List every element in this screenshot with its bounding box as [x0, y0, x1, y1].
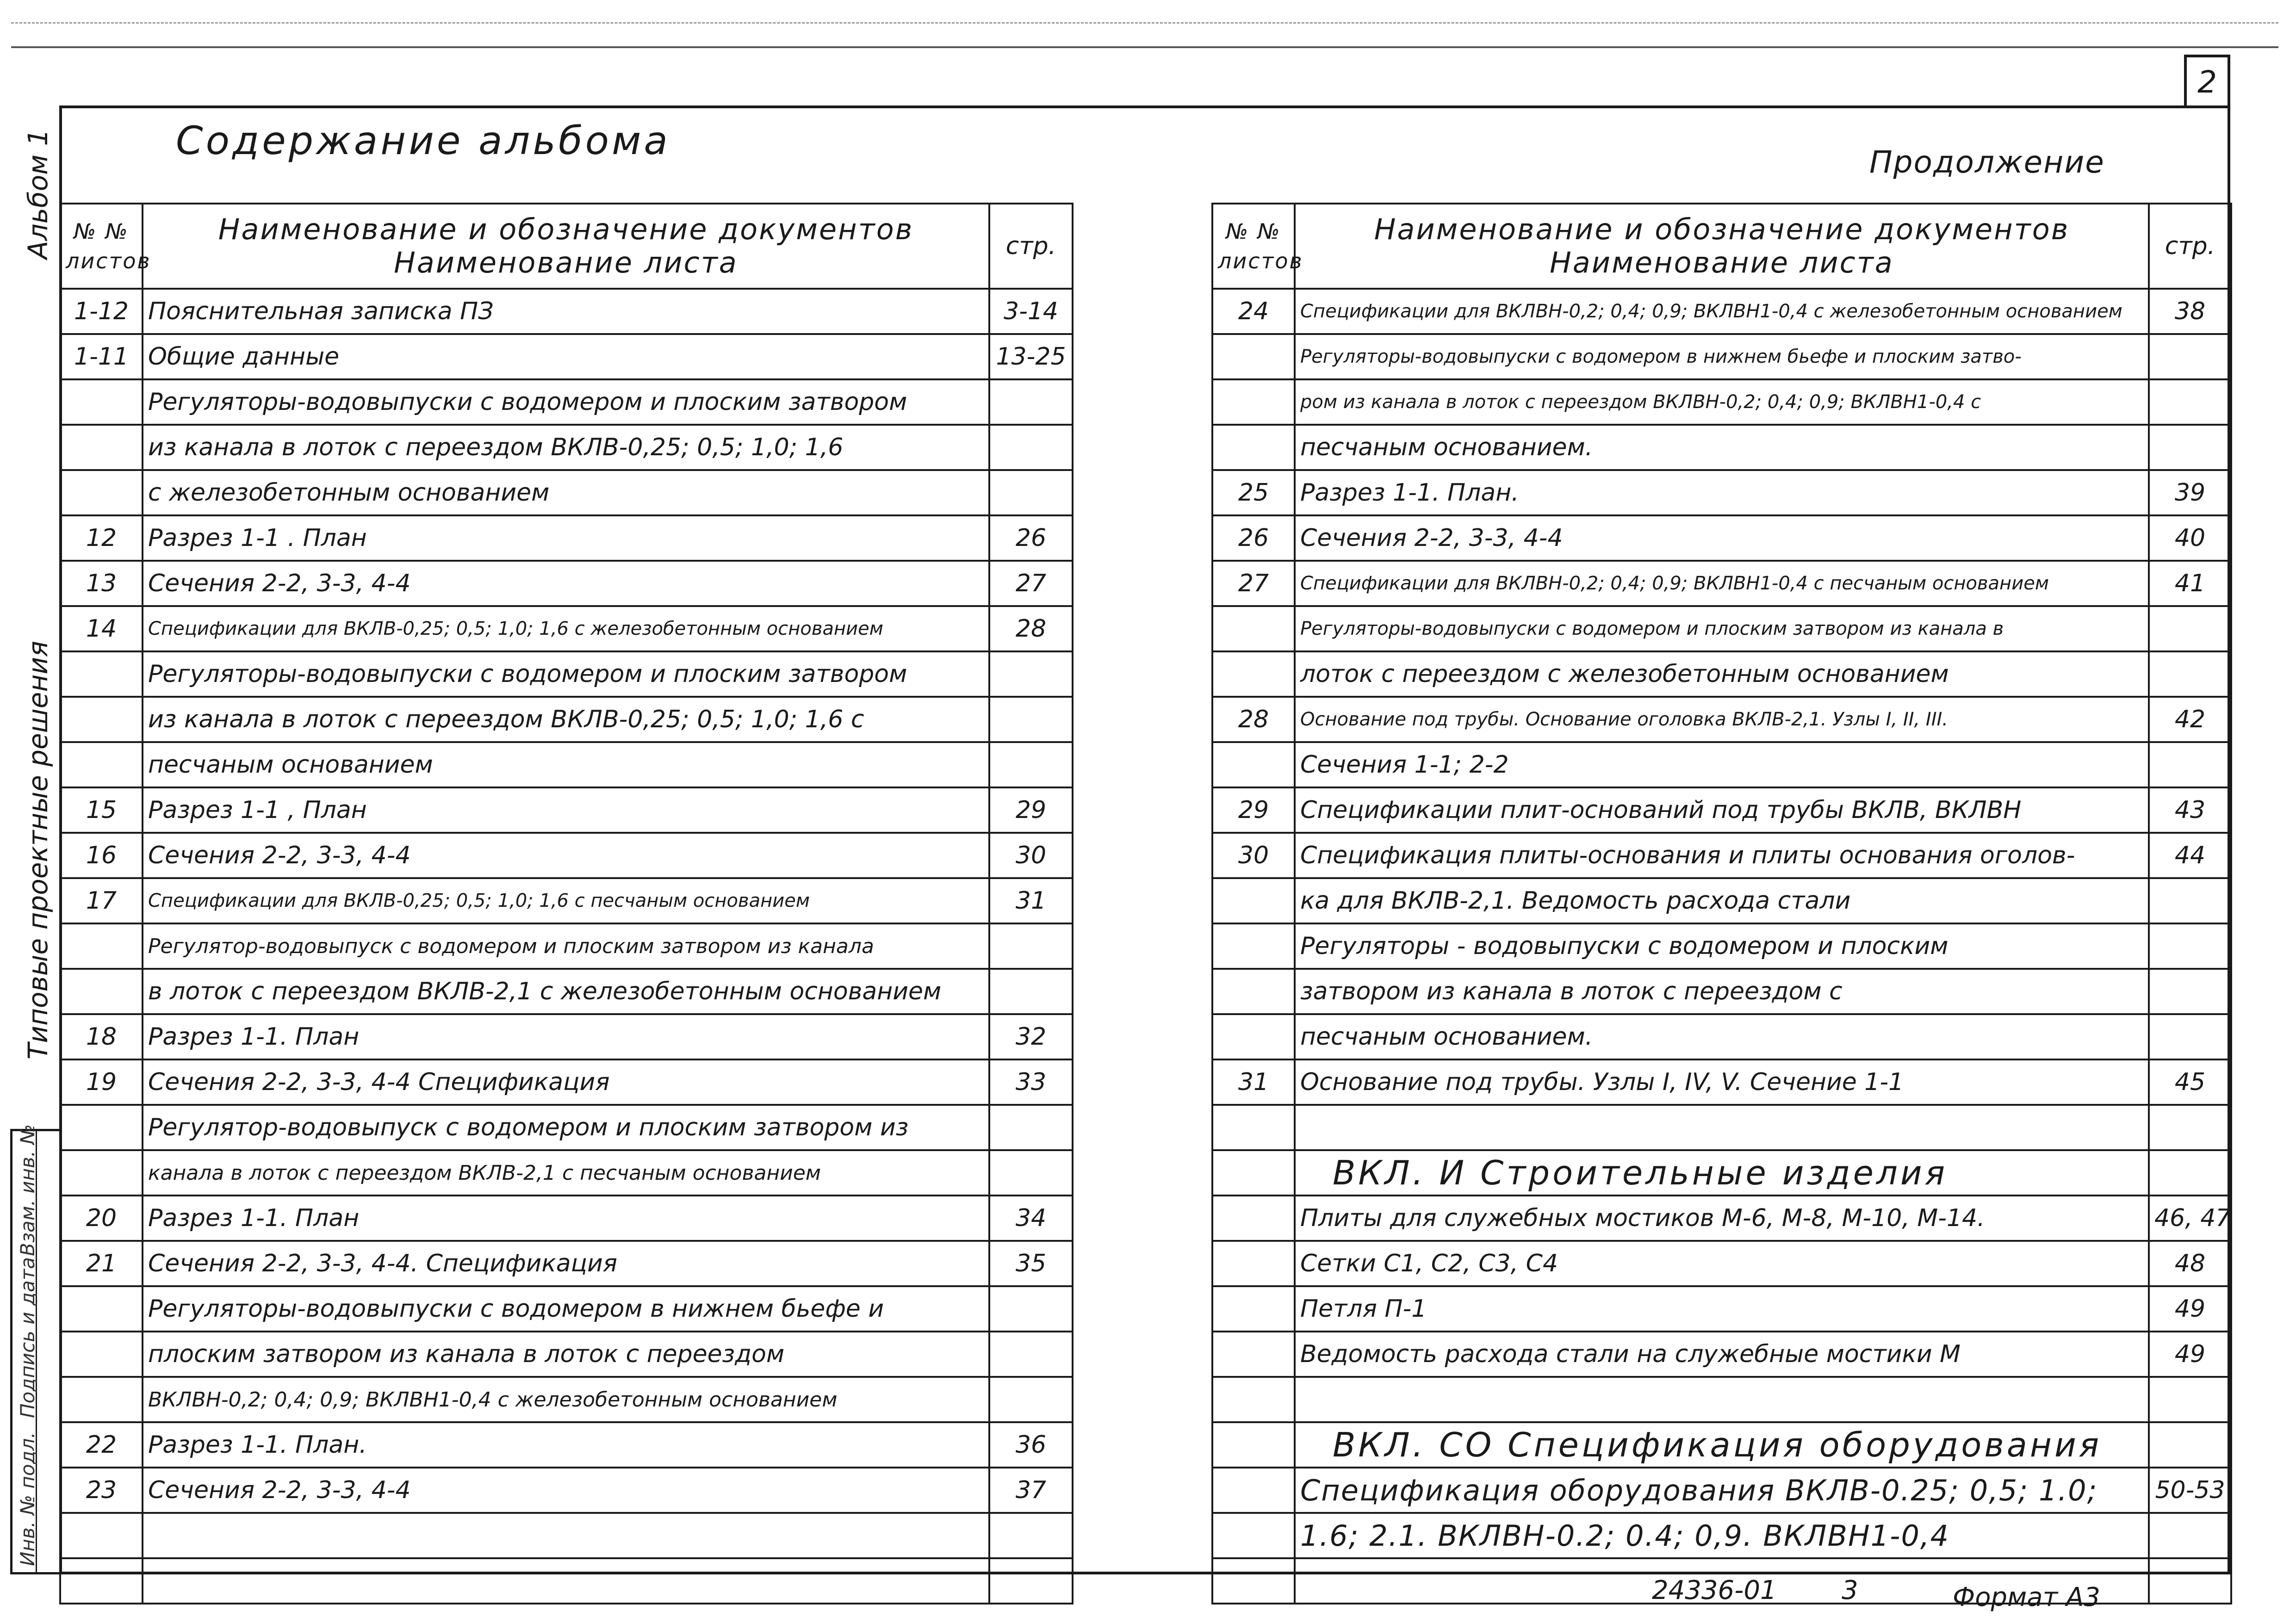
row-page: [2149, 1422, 2231, 1468]
toc-header-row: [1212, 204, 2231, 289]
table-row: [1212, 606, 2231, 651]
row-page: 50-53: [2149, 1468, 2231, 1513]
row-number: [1212, 1196, 1295, 1241]
row-name: Регуляторы-водовыпуски с водомером в нижнем бьефе и плоским затво-: [1295, 334, 2149, 379]
table-row: [60, 1286, 1073, 1332]
row-number: 22: [60, 1422, 143, 1468]
row-page: 43: [2149, 787, 2231, 833]
row-page: 34: [989, 1196, 1073, 1241]
row-number: 24: [1212, 289, 1295, 334]
row-page: [989, 1558, 1073, 1604]
row-name: ка для ВКЛВ-2,1. Ведомость расхода стали: [1295, 878, 2149, 923]
row-name: лоток с переездом с железобетонным основанием: [1295, 651, 2149, 697]
row-page: 13-25: [989, 334, 1073, 379]
row-name: в лоток с переездом ВКЛВ-2,1 с железобетонным основанием: [143, 969, 989, 1014]
row-number: 16: [60, 833, 143, 878]
row-name: Сетки С1, С2, С3, С4: [1295, 1241, 2149, 1286]
table-row: [1212, 923, 2231, 969]
row-number: [1212, 1422, 1295, 1468]
row-page: 26: [989, 515, 1073, 561]
row-name: Спецификация плиты-основания и плиты основания оголов-: [1295, 833, 2149, 878]
row-page: 28: [989, 606, 1073, 651]
row-page: [989, 742, 1073, 787]
header-page: стр.: [989, 204, 1073, 289]
row-number: [1212, 1286, 1295, 1332]
row-number: [1212, 1241, 1295, 1286]
table-row: [60, 923, 1073, 969]
stamp-label-2: Подпись и дата: [16, 1257, 39, 1418]
row-page: [989, 969, 1073, 1014]
row-name: ВКЛ. И Строительные изделия: [1295, 1150, 2149, 1196]
row-page: [2149, 1558, 2231, 1604]
top-border-line: [11, 46, 2278, 48]
row-page: [989, 470, 1073, 515]
row-page: 36: [989, 1422, 1073, 1468]
row-name: [1295, 1105, 2149, 1150]
row-number: [60, 742, 143, 787]
row-page: 41: [2149, 561, 2231, 606]
row-number: [60, 1332, 143, 1377]
stamp-label-3: Взам. инв. №: [16, 1124, 39, 1256]
row-page: 38: [2149, 289, 2231, 334]
header-num: № № листов: [1212, 204, 1295, 289]
table-row: [60, 1241, 1073, 1286]
table-row: [1212, 470, 2231, 515]
table-row: [60, 561, 1073, 606]
row-page: 48: [2149, 1241, 2231, 1286]
row-number: [60, 379, 143, 425]
table-row: [1212, 697, 2231, 742]
row-page: [2149, 334, 2231, 379]
table-row: [60, 878, 1073, 923]
row-page: 49: [2149, 1332, 2231, 1377]
row-number: 15: [60, 787, 143, 833]
row-page: [2149, 878, 2231, 923]
row-number: 18: [60, 1014, 143, 1059]
sidebar-stamp-box: [10, 1124, 59, 1574]
row-page: [2149, 1105, 2231, 1150]
table-row: [60, 606, 1073, 651]
row-name: Регуляторы-водовыпуски с водомером и плоским затвором: [143, 651, 989, 697]
row-name: Разрез 1-1. План: [143, 1196, 989, 1241]
row-name: Спецификации для ВКЛВ-0,25; 0,5; 1,0; 1,6 с железобетонным основанием: [143, 606, 989, 651]
row-number: [60, 1150, 143, 1196]
table-row: [1212, 1377, 2231, 1422]
row-page: 32: [989, 1014, 1073, 1059]
row-name: [143, 1513, 989, 1558]
table-row: [60, 742, 1073, 787]
row-page: [2149, 1150, 2231, 1196]
row-name: Плиты для служебных мостиков М-6, М-8, М-10, М-14.: [1295, 1196, 2149, 1241]
row-number: 27: [1212, 561, 1295, 606]
row-number: 19: [60, 1059, 143, 1105]
table-row: [60, 969, 1073, 1014]
row-number: 23: [60, 1468, 143, 1513]
row-number: [1212, 425, 1295, 470]
row-number: [60, 1513, 143, 1558]
row-page: [2149, 425, 2231, 470]
row-name: ВКЛВН-0,2; 0,4; 0,9; ВКЛВН1-0,4 с железобетонным основанием: [143, 1377, 989, 1422]
row-number: 29: [1212, 787, 1295, 833]
table-row: [60, 289, 1073, 334]
row-number: [60, 651, 143, 697]
row-name: песчаным основанием.: [1295, 425, 2149, 470]
row-page: [989, 923, 1073, 969]
row-name: затвором из канала в лоток с переездом с: [1295, 969, 2149, 1014]
table-row: [60, 379, 1073, 425]
row-name: Сечения 2-2, 3-3, 4-4: [143, 561, 989, 606]
row-number: [60, 1105, 143, 1150]
table-row: [60, 833, 1073, 878]
table-row: [1212, 289, 2231, 334]
row-page: 49: [2149, 1286, 2231, 1332]
row-number: [1212, 1513, 1295, 1558]
row-page: [2149, 1513, 2231, 1558]
table-row: [1212, 742, 2231, 787]
row-number: [60, 1558, 143, 1604]
toc-table-right: [1211, 203, 2232, 1604]
row-number: [1212, 878, 1295, 923]
row-page: 45: [2149, 1059, 2231, 1105]
table-row: [60, 1513, 1073, 1558]
row-number: [60, 697, 143, 742]
row-number: 13: [60, 561, 143, 606]
row-number: 28: [1212, 697, 1295, 742]
row-page: [2149, 606, 2231, 651]
row-number: [1212, 1468, 1295, 1513]
row-page: 3-14: [989, 289, 1073, 334]
row-name: Сечения 2-2, 3-3, 4-4. Спецификация: [143, 1241, 989, 1286]
row-name: Спецификации плит-оснований под трубы ВКЛВ, ВКЛВН: [1295, 787, 2149, 833]
table-row: [1212, 1513, 2231, 1558]
row-number: 30: [1212, 833, 1295, 878]
row-page: [989, 1105, 1073, 1150]
row-number: [60, 470, 143, 515]
table-row: [1212, 379, 2231, 425]
table-row: [1212, 1468, 2231, 1513]
row-page: [989, 379, 1073, 425]
row-name: Спецификации для ВКЛВН-0,2; 0,4; 0,9; ВКЛВН1-0,4 с песчаным основанием: [1295, 561, 2149, 606]
toc-table-left: [59, 203, 1074, 1604]
table-row: [1212, 787, 2231, 833]
row-number: [1212, 334, 1295, 379]
row-number: [1212, 606, 1295, 651]
row-number: 1-11: [60, 334, 143, 379]
row-number: 1-12: [60, 289, 143, 334]
table-row: [60, 1332, 1073, 1377]
table-row: [60, 787, 1073, 833]
row-page: [2149, 1014, 2231, 1059]
table-row: [1212, 425, 2231, 470]
row-name: Разрез 1-1 , План: [143, 787, 989, 833]
row-number: [1212, 1377, 1295, 1422]
table-row: [60, 334, 1073, 379]
row-number: [1212, 379, 1295, 425]
footer-sheet-number: 3: [1842, 1575, 1858, 1605]
row-page: [2149, 742, 2231, 787]
table-row: [1212, 561, 2231, 606]
table-row: [60, 425, 1073, 470]
table-row: [1212, 1105, 2231, 1150]
header-num: № № листов: [60, 204, 143, 289]
row-name: песчаным основанием.: [1295, 1014, 2149, 1059]
row-number: 20: [60, 1196, 143, 1241]
table-row: [1212, 969, 2231, 1014]
row-name: Сечения 1-1; 2-2: [1295, 742, 2149, 787]
row-number: [1212, 1105, 1295, 1150]
sidebar-series-label: Типовые проектные решения: [22, 641, 54, 1059]
table-row: [60, 1014, 1073, 1059]
row-number: 25: [1212, 470, 1295, 515]
table-row: [1212, 1150, 2231, 1196]
row-name: из канала в лоток с переездом ВКЛВ-0,25; 0,5; 1,0; 1,6: [143, 425, 989, 470]
continuation-label: Продолжение: [1869, 144, 2105, 180]
row-name: Спецификации для ВКЛВ-0,25; 0,5; 1,0; 1,6 с песчаным основанием: [143, 878, 989, 923]
row-name: Спецификация оборудования ВКЛВ-0.25; 0,5; 1.0;: [1295, 1468, 2149, 1513]
row-name: Спецификации для ВКЛВН-0,2; 0,4; 0,9; ВКЛВН1-0,4 с железобетонным основанием: [1295, 289, 2149, 334]
table-row: [60, 651, 1073, 697]
row-page: [989, 1286, 1073, 1332]
stamp-label-1: Инв. № подл.: [16, 1432, 39, 1566]
row-page: [989, 651, 1073, 697]
row-number: [1212, 1014, 1295, 1059]
row-name: Разрез 1-1 . План: [143, 515, 989, 561]
row-name: Сечения 2-2, 3-3, 4-4: [143, 1468, 989, 1513]
row-name: Регулятор-водовыпуск с водомером и плоским затвором из: [143, 1105, 989, 1150]
row-number: 12: [60, 515, 143, 561]
table-row: [60, 1377, 1073, 1422]
row-number: 14: [60, 606, 143, 651]
row-page: 37: [989, 1468, 1073, 1513]
row-number: [1212, 1332, 1295, 1377]
row-page: 35: [989, 1241, 1073, 1286]
table-row: [1212, 878, 2231, 923]
table-row: [1212, 1196, 2231, 1241]
row-name: плоским затвором из канала в лоток с переездом: [143, 1332, 989, 1377]
row-name: Разрез 1-1. План: [143, 1014, 989, 1059]
row-number: [1212, 923, 1295, 969]
row-name: из канала в лоток с переездом ВКЛВ-0,25; 0,5; 1,0; 1,6 с: [143, 697, 989, 742]
row-number: [1212, 1150, 1295, 1196]
table-row: [1212, 1286, 2231, 1332]
row-number: 17: [60, 878, 143, 923]
row-page: 46, 47: [2149, 1196, 2231, 1241]
table-row: [1212, 1422, 2231, 1468]
top-faint-line: [11, 22, 2278, 24]
row-page: 31: [989, 878, 1073, 923]
row-name: песчаным основанием: [143, 742, 989, 787]
table-row: [1212, 1241, 2231, 1286]
row-name: Регуляторы-водовыпуски с водомером и плоским затвором из канала в: [1295, 606, 2149, 651]
row-name: канала в лоток с переездом ВКЛВ-2,1 с песчаным основанием: [143, 1150, 989, 1196]
row-page: [989, 1513, 1073, 1558]
table-row: [1212, 1059, 2231, 1105]
footer-format: Формат А3: [1953, 1582, 2100, 1612]
row-name: [143, 1558, 989, 1604]
row-name: Сечения 2-2, 3-3, 4-4 Спецификация: [143, 1059, 989, 1105]
table-row: [1212, 1014, 2231, 1059]
row-name: Основание под трубы. Основание оголовка ВКЛВ-2,1. Узлы I, II, III.: [1295, 697, 2149, 742]
table-row: [60, 697, 1073, 742]
table-row: [1212, 833, 2231, 878]
row-name: Ведомость расхода стали на служебные мостики М: [1295, 1332, 2149, 1377]
row-name: Регуляторы - водовыпуски с водомером и плоским: [1295, 923, 2149, 969]
row-name: Петля П-1: [1295, 1286, 2149, 1332]
row-page: [2149, 1377, 2231, 1422]
header-page: стр.: [2149, 204, 2231, 289]
table-row: [1212, 334, 2231, 379]
row-name: Сечения 2-2, 3-3, 4-4: [143, 833, 989, 878]
table-row: [60, 1196, 1073, 1241]
row-page: 29: [989, 787, 1073, 833]
table-row: [60, 1150, 1073, 1196]
row-number: [1212, 969, 1295, 1014]
row-name: Сечения 2-2, 3-3, 4-4: [1295, 515, 2149, 561]
row-number: 26: [1212, 515, 1295, 561]
row-name: Регулятор-водовыпуск с водомером и плоским затвором из канала: [143, 923, 989, 969]
row-page: 30: [989, 833, 1073, 878]
row-page: [989, 697, 1073, 742]
table-row: [60, 1422, 1073, 1468]
header-name: Наименование и обозначение документов Наименование листа: [143, 204, 989, 289]
row-number: 21: [60, 1241, 143, 1286]
table-row: [60, 1468, 1073, 1513]
row-number: [1212, 1558, 1295, 1604]
row-page: [2149, 379, 2231, 425]
table-row: [60, 470, 1073, 515]
row-name: Разрез 1-1. План.: [143, 1422, 989, 1468]
row-number: [60, 1286, 143, 1332]
table-row: [1212, 1332, 2231, 1377]
table-row: [60, 1558, 1073, 1604]
row-name: ВКЛ. СО Спецификация оборудования: [1295, 1422, 2149, 1468]
row-page: 42: [2149, 697, 2231, 742]
row-number: [60, 425, 143, 470]
row-number: [1212, 742, 1295, 787]
row-page: [989, 1332, 1073, 1377]
row-name: Пояснительная записка ПЗ: [143, 289, 989, 334]
table-row: [60, 1059, 1073, 1105]
row-name: 1.6; 2.1. ВКЛВН-0.2; 0.4; 0,9. ВКЛВН1-0,4: [1295, 1513, 2149, 1558]
table-row: [60, 515, 1073, 561]
page-number: 2: [2184, 55, 2230, 106]
row-name: ром из канала в лоток с переездом ВКЛВН-0,2; 0,4; 0,9; ВКЛВН1-0,4 с: [1295, 379, 2149, 425]
row-name: Разрез 1-1. План.: [1295, 470, 2149, 515]
row-page: 27: [989, 561, 1073, 606]
table-row: [1212, 515, 2231, 561]
row-page: [989, 1150, 1073, 1196]
table-row: [1212, 651, 2231, 697]
sidebar-album-label: Альбом 1: [22, 129, 54, 259]
row-page: [989, 425, 1073, 470]
row-name: Основание под трубы. Узлы I, IV, V. Сечение 1-1: [1295, 1059, 2149, 1105]
toc-header-row: [60, 204, 1073, 289]
footer-doc-code: 24336-01: [1652, 1575, 1777, 1605]
row-number: 31: [1212, 1059, 1295, 1105]
row-page: 44: [2149, 833, 2231, 878]
row-name: Регуляторы-водовыпуски с водомером и плоским затвором: [143, 379, 989, 425]
album-title: Содержание альбома: [176, 118, 670, 163]
row-number: [1212, 651, 1295, 697]
row-number: [60, 969, 143, 1014]
header-name: Наименование и обозначение документов Наименование листа: [1295, 204, 2149, 289]
row-page: 40: [2149, 515, 2231, 561]
row-number: [60, 923, 143, 969]
row-page: [989, 1377, 1073, 1422]
row-name: с железобетонным основанием: [143, 470, 989, 515]
row-page: [2149, 923, 2231, 969]
row-name: [1295, 1377, 2149, 1422]
table-row: [60, 1105, 1073, 1150]
row-name: Регуляторы-водовыпуски с водомером в нижнем бьефе и: [143, 1286, 989, 1332]
row-name: Общие данные: [143, 334, 989, 379]
row-page: [2149, 651, 2231, 697]
row-number: [60, 1377, 143, 1422]
row-page: [2149, 969, 2231, 1014]
row-page: 39: [2149, 470, 2231, 515]
row-page: 33: [989, 1059, 1073, 1105]
